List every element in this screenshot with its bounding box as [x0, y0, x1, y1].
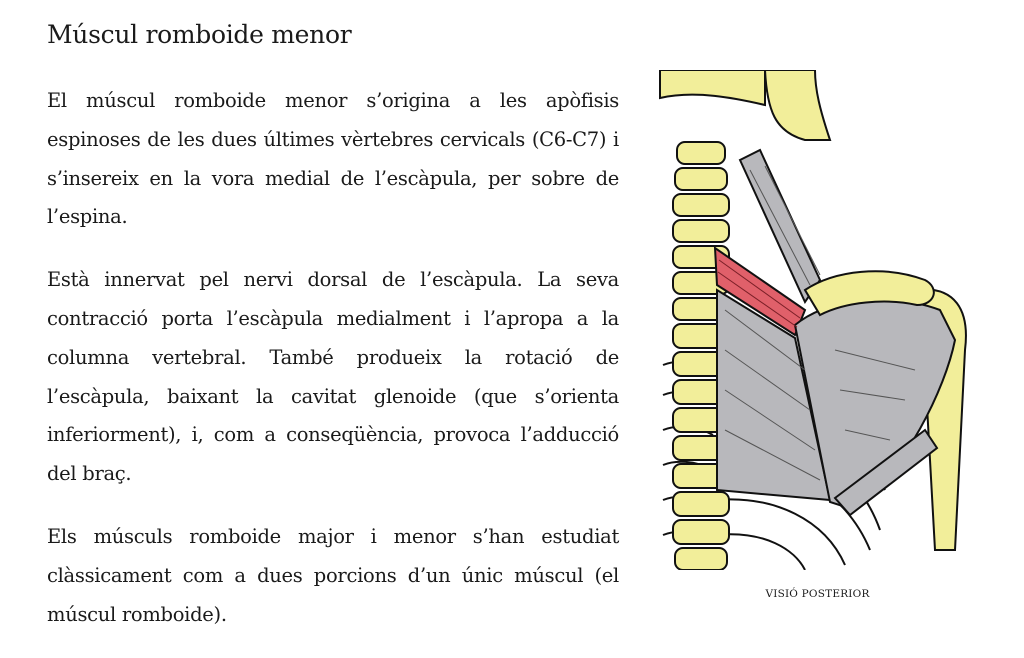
anatomy-figure — [655, 70, 980, 600]
paragraph-innervation: Està innervat pel nervi dorsal de l’escàpula. La seva contracció porta l’escàpula medialment i l’apropa a la columna vertebral. També produeix la rotació de l’escàpula, baixant la cavitat glenoide (que s’orienta inferiorment), i, com a conseqüència, provoca l’adducció del braç. — [47, 268, 619, 486]
skull-edge — [660, 70, 765, 105]
article-body — [47, 82, 619, 658]
paragraph-rhomboid: Els músculs romboide major i menor s’han estudiat clàssicament com a dues porcions d’un únic múscul (el múscul romboide). — [47, 524, 619, 626]
figure-caption: VISIÓ POSTERIOR — [765, 588, 870, 600]
page-title: Múscul romboide menor — [47, 20, 352, 49]
neck-shape — [765, 70, 830, 140]
rhomboid-illustration — [655, 70, 980, 570]
paragraph-origin: El múscul romboide menor s’origina a les apòfisis espinoses de les dues últimes vèrtebres cervicals (C6-C7) i s’insereix en la vora medial de l’escàpula, per sobre de l’espina. — [47, 89, 619, 229]
